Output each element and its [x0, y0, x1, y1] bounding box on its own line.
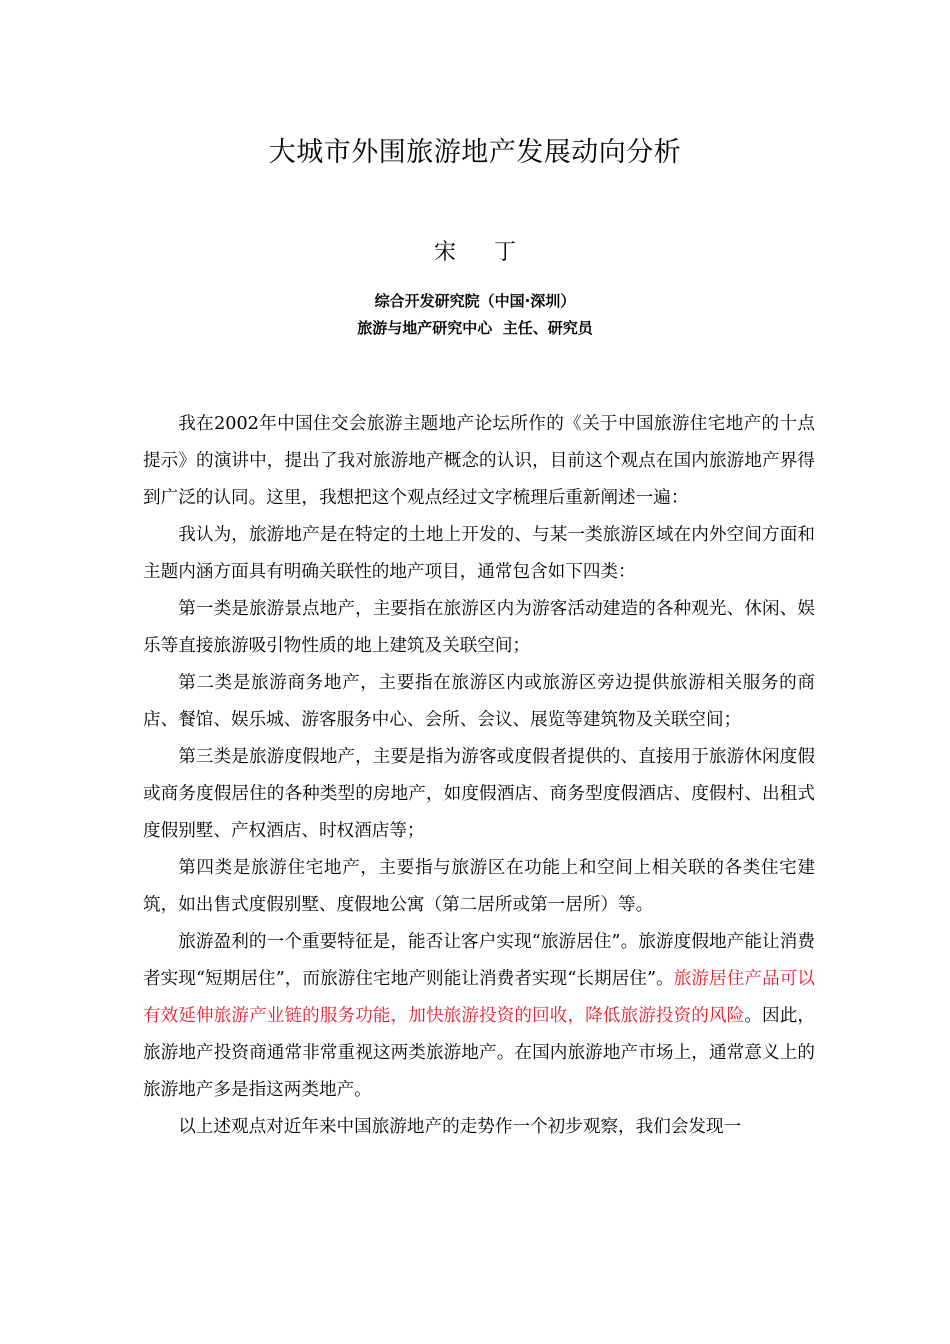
affiliation-line-2: 旅游与地产研究中心 主任、研究员 [357, 319, 593, 337]
body-text [143, 406, 815, 1146]
paragraph-2: 我认为，旅游地产是在特定的土地上开发的、与某一类旅游区域在内外空间方面和主题内涵方面具有明确关联性的地产项目，通常包含如下四类： [143, 525, 815, 582]
highlighted-text: 旅游居住产品可以有效延伸旅游产业链的服务功能，加快旅游投资的回收，降低旅游投资的风险 [143, 969, 815, 1026]
paragraph-4: 第二类是旅游商务地产，主要指在旅游区内或旅游区旁边提供旅游相关服务的商店、餐馆、娱乐城、游客服务中心、会所、会议、展览等建筑物及关联空间； [143, 673, 815, 730]
author-name [0, 235, 950, 271]
paragraph-1: 我在2002年中国住交会旅游主题地产论坛所作的《关于中国旅游住宅地产的十点提示》的演讲中，提出了我对旅游地产概念的认识，目前这个观点在国内旅游地产界得到广泛的认同。这里，我想把这个观点经过文字梳理后重新阐述一遍： [143, 414, 815, 508]
paragraph-3: 第一类是旅游景点地产，主要指在旅游区内为游客活动建造的各种观光、休闲、娱乐等直接旅游吸引物性质的地上建筑及关联空间； [143, 599, 815, 656]
paragraph-5: 第三类是旅游度假地产，主要是指为游客或度假者提供的、直接用于旅游休闲度假或商务度假居住的各种类型的房地产，如度假酒店、商务型度假酒店、度假村、出租式度假别墅、产权酒店、时权酒店等； [143, 747, 815, 841]
affiliation-line-1: 综合开发研究院（中国·深圳） [374, 292, 576, 310]
author-family: 丁 [494, 240, 517, 265]
paragraph-8: 以上述观点对近年来中国旅游地产的走势作一个初步观察，我们会发现一 [178, 1117, 742, 1137]
paragraph-7-before: 旅游盈利的一个重要特征是，能否让客户实现“旅游居住”。旅游度假地产能让消费者实现“短期居住”，而旅游住宅地产则能让消费者实现“长期居住”。 [143, 932, 815, 989]
author-given: 宋 [433, 240, 456, 265]
paragraph-7-after: 。因此，旅游地产投资商通常非常重视这两类旅游地产。在国内旅游地产市场上，通常意义上的旅游地产多是指这两类地产。 [143, 1006, 815, 1100]
document-title: 大城市外围旅游地产发展动向分析 [268, 137, 682, 168]
paragraph-7 [143, 924, 815, 1109]
paragraph-6: 第四类是旅游住宅地产，主要指与旅游区在功能上和空间上相关联的各类住宅建筑，如出售式度假别墅、度假地公寓（第二居所或第一居所）等。 [143, 858, 815, 915]
